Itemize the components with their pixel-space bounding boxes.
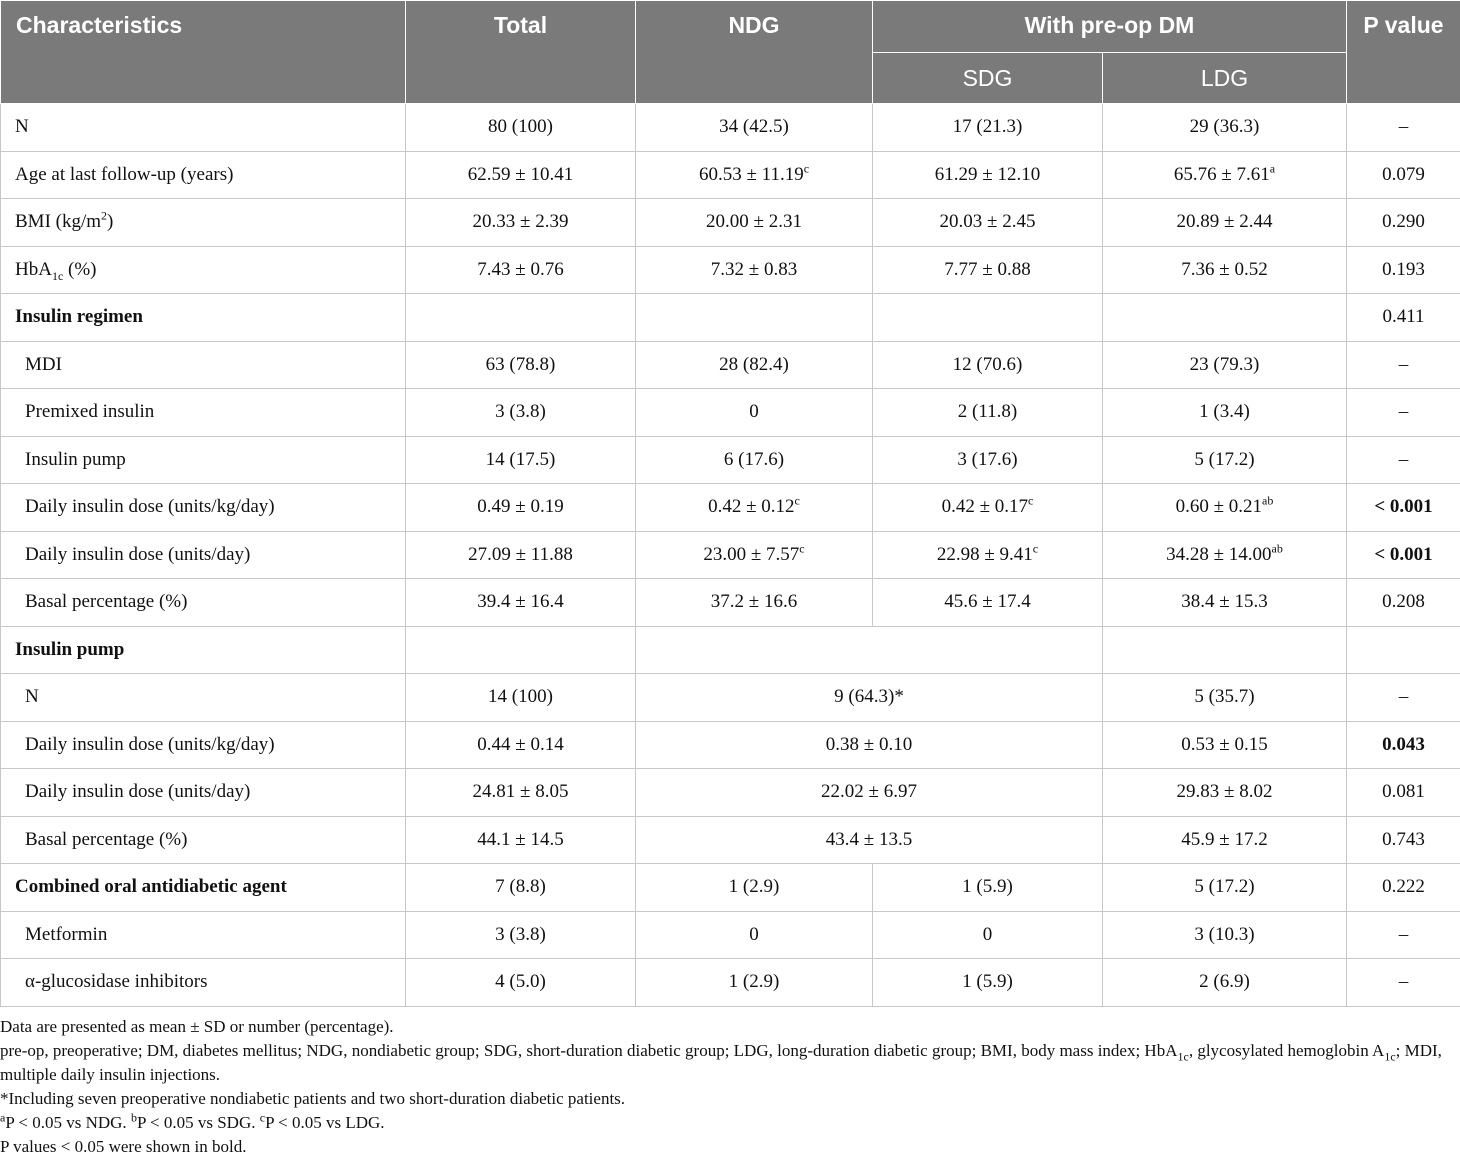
cell-ldg: 65.76 ± 7.61$^a$ (1103, 151, 1347, 199)
cell-total: 44.1 ± 14.5 (406, 816, 636, 864)
table-row (1, 579, 1460, 627)
cell-sdg: 7.77 ± 0.88 (873, 246, 1103, 294)
cell-ldg: 29 (36.3) (1103, 104, 1347, 152)
cell-total: 7.43 ± 0.76 (406, 246, 636, 294)
cell-ldg: 23 (79.3) (1103, 341, 1347, 389)
cell-ndg: 23.00 ± 7.57$^c$ (636, 531, 873, 579)
cell-ldg: 5 (35.7) (1103, 674, 1347, 722)
row-label: HbA$_{1c}$ (%) (1, 246, 406, 294)
cell-ndg: 34 (42.5) (636, 104, 873, 152)
cell-ldg: 2 (6.9) (1103, 959, 1347, 1007)
table-row (1, 959, 1460, 1007)
cell-sdg: 1 (5.9) (873, 864, 1103, 912)
table-row (1, 199, 1460, 247)
cell-sdg: 12 (70.6) (873, 341, 1103, 389)
cell-sdg: 2 (11.8) (873, 389, 1103, 437)
cell-sdg: 0.42 ± 0.17$^c$ (873, 484, 1103, 532)
cell-sdg: 1 (5.9) (873, 959, 1103, 1007)
cell-total: 14 (100) (406, 674, 636, 722)
row-label: Metformin (1, 911, 406, 959)
cell-p-value: – (1347, 674, 1460, 722)
cell-total: 4 (5.0) (406, 959, 636, 1007)
cell-total: 3 (3.8) (406, 911, 636, 959)
row-label: Basal percentage (%) (1, 816, 406, 864)
row-label: Insulin pump (1, 436, 406, 484)
header-p-value: P value (1347, 1, 1460, 104)
table-footnotes (0, 1007, 1460, 1159)
row-label: Daily insulin dose (units/day) (1, 769, 406, 817)
table-row (1, 151, 1460, 199)
cell-p-value: 0.081 (1347, 769, 1460, 817)
cell-ndg: 0 (636, 911, 873, 959)
footnote-data-format: Data are presented as mean ± SD or number (percentage). (0, 1015, 1460, 1039)
cell-ndg: 37.2 ± 16.6 (636, 579, 873, 627)
cell-ldg: 5 (17.2) (1103, 436, 1347, 484)
cell-ndg: 20.00 ± 2.31 (636, 199, 873, 247)
row-label: BMI $(kg/m^2)$ (1, 199, 406, 247)
footnote-abbreviations: pre-op, preoperative; DM, diabetes mellitus; NDG, nondiabetic group; SDG, short-duration diabetic group; LDG, long-duration diabetic group; BMI, body mass index; HbA$_{1c}$, glycosylated hemoglobin $A_{1c}$; MDI, multiple daily insulin injections. (0, 1039, 1460, 1087)
cell-p-value: 0.193 (1347, 246, 1460, 294)
table-row (1, 531, 1460, 579)
cell-p-value: < 0.001 (1347, 531, 1460, 579)
cell-ldg: 45.9 ± 17.2 (1103, 816, 1347, 864)
cell-total: 7 (8.8) (406, 864, 636, 912)
cell-total: 62.59 ± 10.41 (406, 151, 636, 199)
cell-total: 0.44 ± 0.14 (406, 721, 636, 769)
table-row (1, 104, 1460, 152)
cell-total: 3 (3.8) (406, 389, 636, 437)
table-row (1, 911, 1460, 959)
cell-total: 80 (100) (406, 104, 636, 152)
cell-ndg: 28 (82.4) (636, 341, 873, 389)
cell-total: 27.09 ± 11.88 (406, 531, 636, 579)
cell-p-value: – (1347, 436, 1460, 484)
table-row (1, 484, 1460, 532)
cell-sdg: 17 (21.3) (873, 104, 1103, 152)
row-label: Daily insulin dose (units/kg/day) (1, 721, 406, 769)
cell-sdg: 20.03 ± 2.45 (873, 199, 1103, 247)
cell-ndg: 0.42 ± 0.12$^c$ (636, 484, 873, 532)
cell-ndg-sdg-merged: 43.4 ± 13.5 (636, 816, 1103, 864)
cell-sdg: 3 (17.6) (873, 436, 1103, 484)
cell-p-value: – (1347, 104, 1460, 152)
table-row (1, 294, 1460, 342)
table-row (1, 341, 1460, 389)
cell-ndg: 1 (2.9) (636, 959, 873, 1007)
table-row (1, 246, 1460, 294)
section-label: Combined oral antidiabetic agent (1, 864, 406, 912)
cell-p-value: 0.290 (1347, 199, 1460, 247)
cell-p-value: – (1347, 341, 1460, 389)
cell-ndg: 1 (2.9) (636, 864, 873, 912)
row-label: Age at last follow-up (years) (1, 151, 406, 199)
cell-sdg: 61.29 ± 12.10 (873, 151, 1103, 199)
cell-ldg: 20.89 ± 2.44 (1103, 199, 1347, 247)
table-row (1, 721, 1460, 769)
cell-p-value: – (1347, 959, 1460, 1007)
header-sdg: SDG (873, 53, 1103, 104)
cell-ldg: 29.83 ± 8.02 (1103, 769, 1347, 817)
row-label: Basal percentage (%) (1, 579, 406, 627)
header-total: Total (406, 1, 636, 104)
cell-total: 20.33 ± 2.39 (406, 199, 636, 247)
cell-ndg-sdg-merged: 0.38 ± 0.10 (636, 721, 1103, 769)
table-row (1, 626, 1460, 674)
cell-p-value: 0.411 (1347, 294, 1460, 342)
table-row (1, 389, 1460, 437)
cell-sdg: 0 (873, 911, 1103, 959)
footnote-significance: $^a$P < 0.05 vs NDG. $^b$P < 0.05 vs SDG. $^c$P < 0.05 vs LDG. (0, 1111, 1460, 1135)
cell-ndg: 60.53 ± 11.19$^c$ (636, 151, 873, 199)
cell-p-value: 0.208 (1347, 579, 1460, 627)
cell-total: 63 (78.8) (406, 341, 636, 389)
cell-p-value: – (1347, 911, 1460, 959)
cell-ndg: 6 (17.6) (636, 436, 873, 484)
row-label: Daily insulin dose (units/kg/day) (1, 484, 406, 532)
cell-ldg: 1 (3.4) (1103, 389, 1347, 437)
header-ndg: NDG (636, 1, 873, 104)
cell-ldg: 5 (17.2) (1103, 864, 1347, 912)
table-row (1, 674, 1460, 722)
cell-sdg: 45.6 ± 17.4 (873, 579, 1103, 627)
table-row (1, 436, 1460, 484)
cell-ldg: 0.60 ± 0.21$^{ab}$ (1103, 484, 1347, 532)
table-row (1, 864, 1460, 912)
cell-p-value: 0.743 (1347, 816, 1460, 864)
header-with-preop-dm: With pre-op DM (873, 1, 1347, 53)
cell-ldg: 0.53 ± 0.15 (1103, 721, 1347, 769)
cell-ldg: 3 (10.3) (1103, 911, 1347, 959)
section-label: Insulin pump (1, 626, 406, 674)
cell-ldg: 38.4 ± 15.3 (1103, 579, 1347, 627)
table-row (1, 816, 1460, 864)
cell-ldg: 7.36 ± 0.52 (1103, 246, 1347, 294)
cell-total: 39.4 ± 16.4 (406, 579, 636, 627)
cell-p-value: 0.043 (1347, 721, 1460, 769)
footnote-asterisk: *Including seven preoperative nondiabetic patients and two short-duration diabetic patients. (0, 1087, 1460, 1111)
header-ldg: LDG (1103, 53, 1347, 104)
cell-ndg-sdg-merged: 22.02 ± 6.97 (636, 769, 1103, 817)
row-label: Premixed insulin (1, 389, 406, 437)
row-label: MDI (1, 341, 406, 389)
cell-p-value: – (1347, 389, 1460, 437)
header-characteristics: Characteristics (1, 1, 406, 104)
row-label: N (1, 674, 406, 722)
cell-total: 14 (17.5) (406, 436, 636, 484)
section-label: Insulin regimen (1, 294, 406, 342)
cell-ndg: 0 (636, 389, 873, 437)
cell-sdg: 22.98 ± 9.41$^c$ (873, 531, 1103, 579)
cell-p-value: < 0.001 (1347, 484, 1460, 532)
cell-p-value: 0.222 (1347, 864, 1460, 912)
cell-ldg: 34.28 ± 14.00$^{ab}$ (1103, 531, 1347, 579)
table-row (1, 769, 1460, 817)
cell-ndg: 7.32 ± 0.83 (636, 246, 873, 294)
row-label: Daily insulin dose (units/day) (1, 531, 406, 579)
cell-total: 24.81 ± 8.05 (406, 769, 636, 817)
cell-ndg-sdg-merged: 9 (64.3)* (636, 674, 1103, 722)
cell-p-value: 0.079 (1347, 151, 1460, 199)
cell-total: 0.49 ± 0.19 (406, 484, 636, 532)
row-label: N (1, 104, 406, 152)
footnote-bold: P values < 0.05 were shown in bold. (0, 1135, 1460, 1159)
row-label: α-glucosidase inhibitors (1, 959, 406, 1007)
